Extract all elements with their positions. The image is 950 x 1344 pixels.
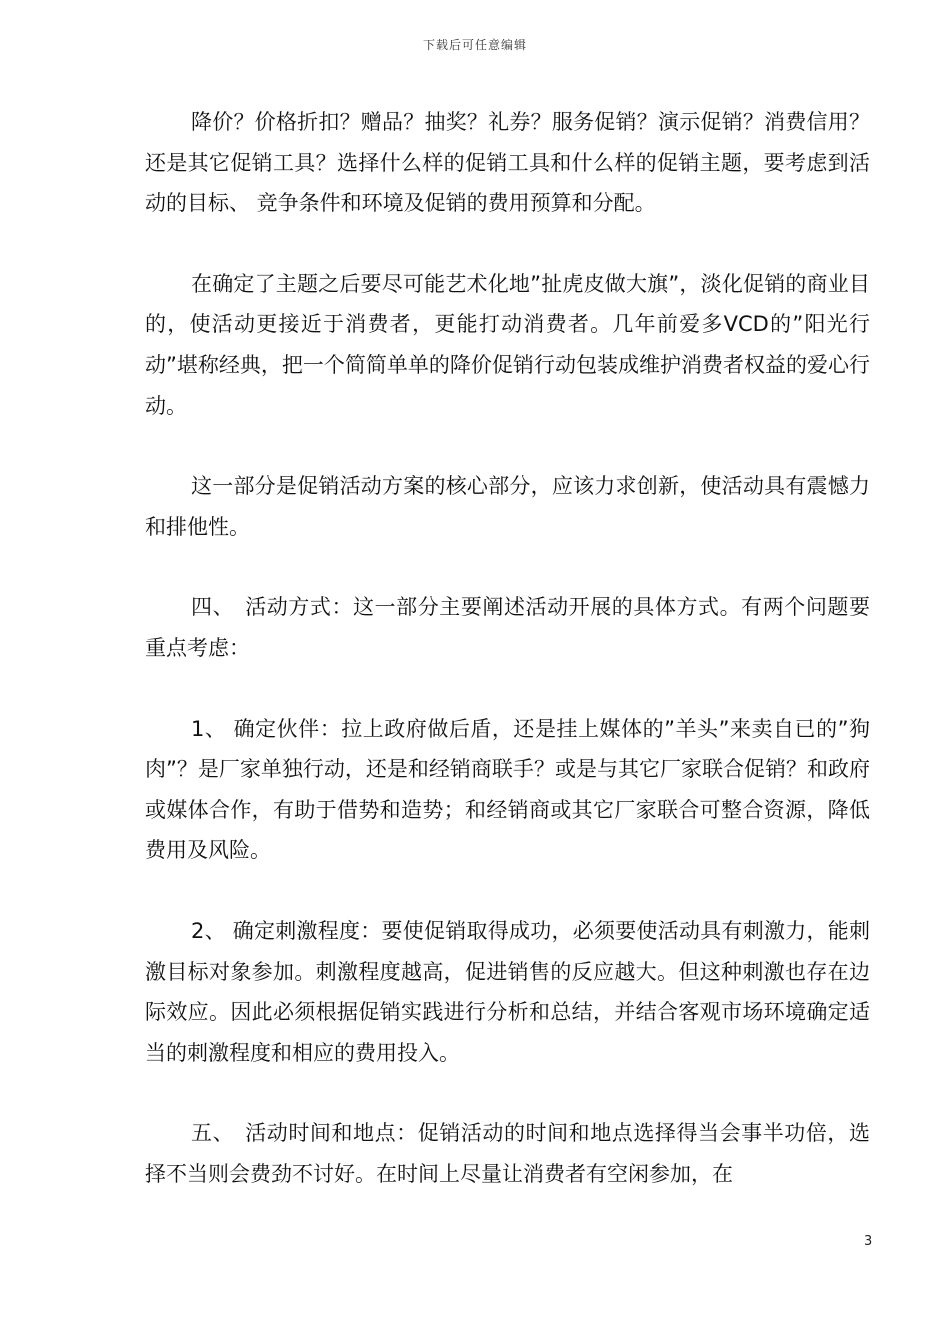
paragraph-theme-packaging: 在确定了主题之后要尽可能艺术化地”扯虎皮做大旗”，淡化促销的商业目的，使活动更接近于消费者，更能打动消费者。几年前爱多VCD的”阳光行动”堪称经典，把一个简简单单的降价促销行动包装成维护消费者权益的爱心行动。 [145,271,870,418]
paragraph-gap [145,669,870,709]
page-number: 3 [864,1234,873,1249]
paragraph-section-five-heading: 五、 活动时间和地点：促销活动的时间和地点选择得当会事半功倍，选择不当则会费劲不讨好。在时间上尽量让消费者有空闲参加，在 [145,1121,870,1186]
paragraph-section-four-heading: 四、 活动方式：这一部分主要阐述活动开展的具体方式。有两个问题要重点考虑： [145,595,870,660]
paragraph-core-section: 这一部分是促销活动方案的核心部分，应该力求创新，使活动具有震憾力和排他性。 [145,474,870,539]
paragraph-gap [145,224,870,264]
page-header: 下载后可任意编辑 [422,38,527,52]
document-body [145,102,870,1194]
paragraph-stimulus-level: 2、 确定刺激程度：要使促销取得成功，必须要使活动具有刺激力，能刺激目标对象参加。刺激程度越高，促进销售的反应越大。但这种刺激也存在边际效应。因此必须根据促销实践进行分析和总结，并结合客观市场环境确定适当的刺激程度和相应的费用投入。 [145,918,870,1065]
paragraph-gap [145,871,870,911]
paragraph-partner-selection: 1、 确定伙伴：拉上政府做后盾，还是挂上媒体的”羊头”来卖自已的”狗肉”？是厂家单独行动，还是和经销商联手？或是与其它厂家联合促销？和政府或媒体合作，有助于借势和造势；和经销商或其它厂家联合可整合资源，降低费用及风险。 [145,716,870,863]
paragraph-gap [145,426,870,466]
paragraph-gap [145,547,870,587]
paragraph-promotion-tools: 降价？价格折扣？赠品？抽奖？礼券？服务促销？演示促销？消费信用？还是其它促销工具？选择什么样的促销工具和什么样的促销主题，要考虑到活动的目标、 竞争条件和环境及促销的费用预算和分配。 [145,110,870,216]
paragraph-gap [145,1073,870,1113]
